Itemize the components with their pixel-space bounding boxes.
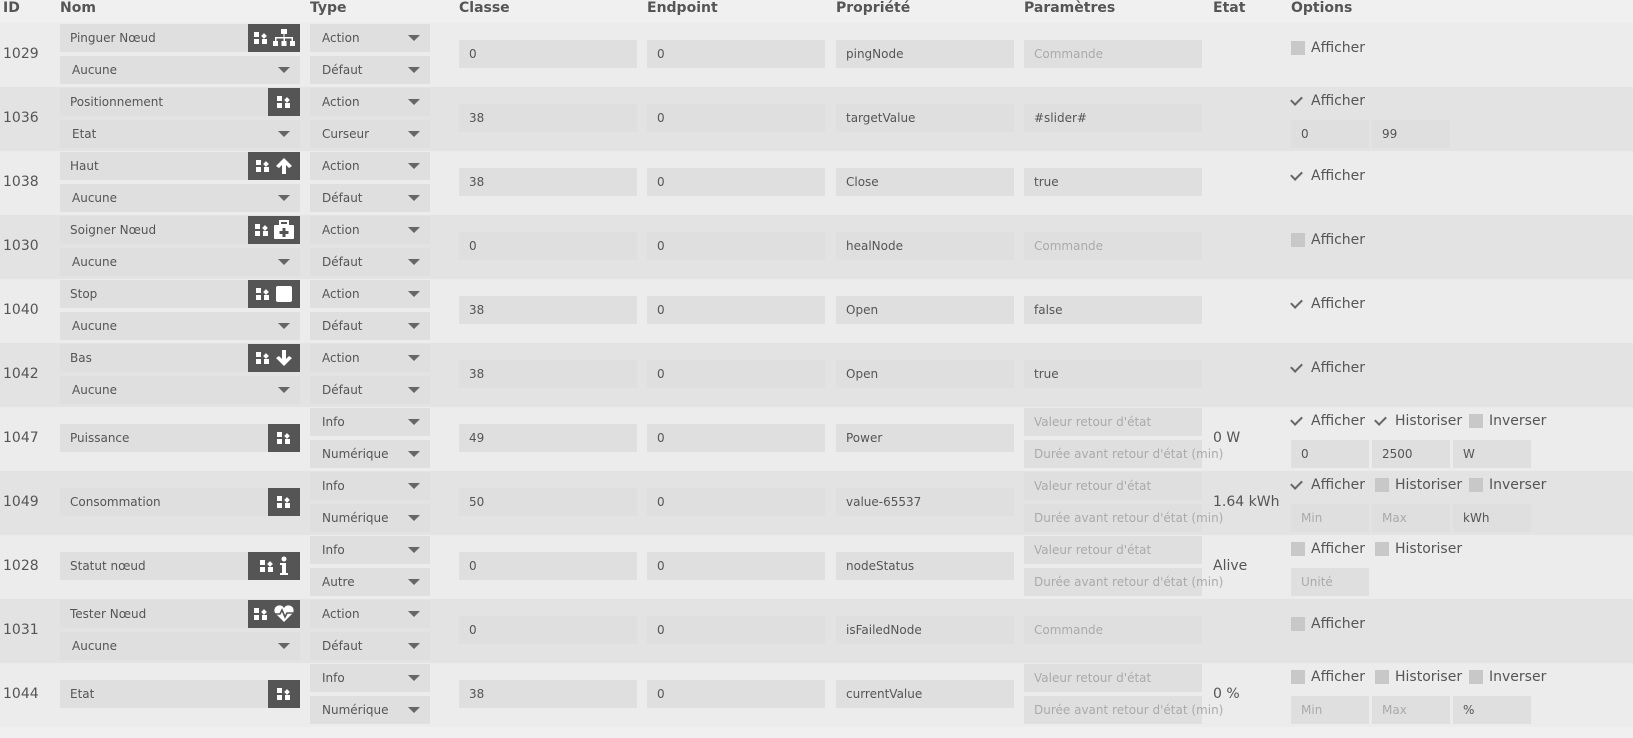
option-historiser-checkbox[interactable] [1375, 477, 1462, 493]
option-label: Afficher [1311, 669, 1366, 685]
option-historiser-checkbox[interactable] [1375, 669, 1462, 685]
chevron-down-icon [408, 323, 420, 329]
type-select[interactable] [310, 344, 430, 372]
subtype-select-value: Curseur [322, 127, 370, 141]
classe-input[interactable]: 0 [459, 552, 637, 580]
option-historiser-checkbox[interactable] [1375, 413, 1462, 429]
option-afficher-checkbox[interactable] [1291, 669, 1365, 685]
parametre-input[interactable]: Commande [1024, 232, 1202, 260]
widget-icon [255, 287, 271, 301]
option-afficher-checkbox[interactable] [1291, 541, 1365, 557]
row-id: 1047 [3, 430, 39, 446]
generic-type-select[interactable] [60, 632, 300, 660]
state-value: 0 W [1213, 430, 1241, 446]
chevron-down-icon [408, 227, 420, 233]
checked-icon [1291, 169, 1305, 183]
chevron-down-icon [408, 483, 420, 489]
table-row [0, 471, 1633, 535]
endpoint-input[interactable]: 0 [647, 616, 825, 644]
subtype-select[interactable] [310, 504, 430, 532]
header-type: Type [310, 0, 347, 16]
unchecked-box [1291, 670, 1305, 684]
propriete-input[interactable]: isFailedNode [836, 616, 1014, 644]
subtype-select-value: Autre [322, 575, 355, 589]
type-select-value: Action [322, 159, 360, 173]
classe-input[interactable]: 38 [459, 296, 637, 324]
type-select[interactable] [310, 152, 430, 180]
subtype-select-value: Défaut [322, 255, 363, 269]
propriete-input[interactable]: Open [836, 360, 1014, 388]
subtype-select[interactable] [310, 56, 430, 84]
return-delay-input[interactable]: Durée avant retour d'état (min) [1024, 440, 1202, 468]
header-etat: Etat [1213, 0, 1246, 16]
name-input[interactable] [60, 216, 300, 244]
row-id: 1049 [3, 494, 39, 510]
option-extra-input[interactable]: 2500 [1372, 440, 1450, 468]
icon-button[interactable] [248, 600, 300, 628]
option-extra-input[interactable]: kWh [1453, 504, 1531, 532]
name-input-value: Etat [70, 687, 95, 701]
chevron-down-icon [408, 67, 420, 73]
option-afficher-checkbox[interactable] [1291, 93, 1365, 109]
state-value: Alive [1213, 558, 1248, 574]
parametre-input[interactable]: true [1024, 360, 1202, 388]
name-input[interactable] [60, 424, 300, 452]
classe-input[interactable]: 0 [459, 232, 637, 260]
widget-icon [276, 95, 292, 109]
name-input-value: Pinguer Nœud [70, 31, 156, 45]
classe-input[interactable]: 0 [459, 616, 637, 644]
chevron-down-icon [408, 355, 420, 361]
name-input-value: Bas [70, 351, 92, 365]
classe-input[interactable]: 0 [459, 40, 637, 68]
option-extra-input[interactable]: 99 [1372, 120, 1450, 148]
subtype-select-value: Numérique [322, 703, 389, 717]
widget-icon [276, 687, 292, 701]
return-value-input[interactable]: Valeur retour d'état [1024, 472, 1202, 500]
type-select-value: Info [322, 479, 345, 493]
classe-input[interactable]: 38 [459, 168, 637, 196]
chevron-down-icon [408, 99, 420, 105]
unchecked-box [1291, 233, 1305, 247]
widget-icon [255, 159, 271, 173]
header-propriete: Propriété [836, 0, 911, 16]
widget-icon [255, 351, 271, 365]
row-id: 1029 [3, 46, 39, 62]
chevron-down-icon [278, 259, 290, 265]
endpoint-input[interactable]: 0 [647, 296, 825, 324]
widget-icon [276, 495, 292, 509]
option-label: Inverser [1489, 413, 1547, 429]
name-input-value: Statut nœud [70, 559, 146, 573]
chevron-down-icon [408, 259, 420, 265]
return-delay-input[interactable]: Durée avant retour d'état (min) [1024, 696, 1202, 724]
propriete-input[interactable]: pingNode [836, 40, 1014, 68]
widget-icon [254, 223, 270, 237]
chevron-down-icon [278, 387, 290, 393]
name-input-value: Soigner Nœud [70, 223, 157, 237]
checked-icon [1375, 414, 1389, 428]
generic-type-select-value: Aucune [72, 319, 118, 333]
chevron-down-icon [278, 643, 290, 649]
endpoint-input[interactable]: 0 [647, 552, 825, 580]
state-value: 0 % [1213, 686, 1240, 702]
row-id: 1036 [3, 110, 39, 126]
option-label: Afficher [1311, 360, 1366, 376]
generic-type-select-value: Aucune [72, 191, 118, 205]
generic-type-select[interactable] [60, 120, 300, 148]
propriete-input[interactable]: Open [836, 296, 1014, 324]
option-afficher-checkbox[interactable] [1291, 296, 1365, 312]
subtype-select[interactable] [310, 632, 430, 660]
chevron-down-icon [408, 675, 420, 681]
row-id: 1038 [3, 174, 39, 190]
endpoint-input[interactable]: 0 [647, 104, 825, 132]
option-label: Inverser [1489, 477, 1547, 493]
option-inverser-checkbox[interactable] [1469, 413, 1546, 429]
chevron-down-icon [408, 387, 420, 393]
parametre-input[interactable]: true [1024, 168, 1202, 196]
table-row [0, 599, 1633, 663]
widget-icon [253, 31, 269, 45]
unchecked-box [1469, 414, 1483, 428]
propriete-input[interactable]: Power [836, 424, 1014, 452]
return-delay-input[interactable]: Durée avant retour d'état (min) [1024, 504, 1202, 532]
name-input-value: Positionnement [70, 95, 164, 109]
option-afficher-checkbox[interactable] [1291, 477, 1365, 493]
option-afficher-checkbox[interactable] [1291, 40, 1365, 56]
type-select[interactable] [310, 408, 430, 436]
unchecked-box [1375, 542, 1389, 556]
type-select[interactable] [310, 24, 430, 52]
chevron-down-icon [408, 515, 420, 521]
parametre-input[interactable]: false [1024, 296, 1202, 324]
subtype-select[interactable] [310, 248, 430, 276]
generic-type-select-value: Aucune [72, 255, 118, 269]
chevron-down-icon [408, 291, 420, 297]
row-id: 1042 [3, 366, 39, 382]
parametre-input[interactable]: #slider# [1024, 104, 1202, 132]
classe-input[interactable]: 38 [459, 104, 637, 132]
table-row [0, 407, 1633, 471]
propriete-input[interactable]: targetValue [836, 104, 1014, 132]
classe-input[interactable]: 50 [459, 488, 637, 516]
name-input-value: Puissance [70, 431, 130, 445]
generic-type-select-value: Etat [72, 127, 97, 141]
icon-button[interactable] [268, 424, 300, 452]
chevron-down-icon [278, 323, 290, 329]
chevron-down-icon [408, 579, 420, 585]
name-input[interactable] [60, 552, 300, 580]
type-select-value: Action [322, 351, 360, 365]
type-select-value: Action [322, 287, 360, 301]
chevron-down-icon [408, 195, 420, 201]
option-afficher-checkbox[interactable] [1291, 360, 1365, 376]
classe-input[interactable]: 38 [459, 680, 637, 708]
propriete-input[interactable]: value-65537 [836, 488, 1014, 516]
parametre-input[interactable]: Commande [1024, 40, 1202, 68]
chevron-down-icon [408, 643, 420, 649]
table-row [0, 151, 1633, 215]
type-select-value: Info [322, 671, 345, 685]
row-id: 1028 [3, 558, 39, 574]
option-extra-input[interactable]: 0 [1291, 440, 1369, 468]
widget-icon [253, 607, 269, 621]
type-select-value: Info [322, 543, 345, 557]
option-extra-input[interactable]: Unité [1291, 568, 1369, 596]
name-input[interactable] [60, 152, 300, 180]
header-nom: Nom [60, 0, 96, 16]
option-extra-input[interactable]: Max [1372, 696, 1450, 724]
option-label: Historiser [1395, 541, 1463, 557]
arrow-up-icon [275, 157, 293, 175]
endpoint-input[interactable]: 0 [647, 488, 825, 516]
widget-icon [276, 431, 292, 445]
subtype-select-value: Défaut [322, 639, 363, 653]
sitemap-icon [273, 29, 295, 47]
icon-button[interactable] [248, 216, 300, 244]
icon-button[interactable] [268, 680, 300, 708]
chevron-down-icon [278, 195, 290, 201]
subtype-select-value: Défaut [322, 383, 363, 397]
table-row [0, 279, 1633, 343]
header-parametres: Paramètres [1024, 0, 1116, 16]
parametre-input[interactable]: Commande [1024, 616, 1202, 644]
chevron-down-icon [408, 547, 420, 553]
table-row [0, 215, 1633, 279]
widget-icon [259, 559, 275, 573]
checked-icon [1291, 478, 1305, 492]
subtype-select[interactable] [310, 184, 430, 212]
option-inverser-checkbox[interactable] [1469, 669, 1546, 685]
option-label: Afficher [1311, 541, 1366, 557]
option-afficher-checkbox[interactable] [1291, 413, 1365, 429]
table-row [0, 663, 1633, 727]
classe-input[interactable]: 49 [459, 424, 637, 452]
endpoint-input[interactable]: 0 [647, 424, 825, 452]
stop-icon [275, 285, 293, 303]
unchecked-box [1291, 542, 1305, 556]
icon-button[interactable] [248, 24, 300, 52]
chevron-down-icon [408, 451, 420, 457]
option-label: Afficher [1311, 296, 1366, 312]
row-id: 1044 [3, 686, 39, 702]
option-label: Afficher [1311, 477, 1366, 493]
subtype-select[interactable] [310, 696, 430, 724]
type-select[interactable] [310, 664, 430, 692]
arrow-down-icon [275, 349, 293, 367]
option-extra-input[interactable]: Min [1291, 504, 1369, 532]
name-input[interactable] [60, 88, 300, 116]
chevron-down-icon [408, 611, 420, 617]
table-row [0, 23, 1633, 87]
endpoint-input[interactable]: 0 [647, 360, 825, 388]
propriete-input[interactable]: currentValue [836, 680, 1014, 708]
icon-button[interactable] [268, 88, 300, 116]
name-input[interactable] [60, 600, 300, 628]
generic-type-select[interactable] [60, 376, 300, 404]
header-endpoint: Endpoint [647, 0, 718, 16]
info-icon [279, 556, 289, 576]
type-select-value: Action [322, 95, 360, 109]
name-input-value: Haut [70, 159, 99, 173]
row-id: 1030 [3, 238, 39, 254]
generic-type-select-value: Aucune [72, 63, 118, 77]
name-input-value: Tester Nœud [70, 607, 147, 621]
chevron-down-icon [278, 131, 290, 137]
checked-icon [1291, 414, 1305, 428]
unchecked-box [1375, 670, 1389, 684]
icon-button[interactable] [248, 344, 300, 372]
type-select[interactable] [310, 216, 430, 244]
option-label: Afficher [1311, 168, 1366, 184]
return-value-input[interactable]: Valeur retour d'état [1024, 664, 1202, 692]
option-historiser-checkbox[interactable] [1375, 541, 1462, 557]
name-input[interactable] [60, 680, 300, 708]
chevron-down-icon [408, 707, 420, 713]
table-row [0, 535, 1633, 599]
type-select-value: Action [322, 223, 360, 237]
return-value-input[interactable]: Valeur retour d'état [1024, 408, 1202, 436]
subtype-select-value: Numérique [322, 447, 389, 461]
name-input-value: Consommation [70, 495, 161, 509]
row-id: 1040 [3, 302, 39, 318]
option-afficher-checkbox[interactable] [1291, 616, 1365, 632]
state-value: 1.64 kWh [1213, 494, 1280, 510]
option-label: Afficher [1311, 616, 1366, 632]
return-value-input[interactable]: Valeur retour d'état [1024, 536, 1202, 564]
header-options: Options [1291, 0, 1353, 16]
chevron-down-icon [278, 67, 290, 73]
checked-icon [1291, 297, 1305, 311]
option-label: Inverser [1489, 669, 1547, 685]
name-input[interactable] [60, 24, 300, 52]
propriete-input[interactable]: healNode [836, 232, 1014, 260]
subtype-select[interactable] [310, 376, 430, 404]
option-extra-input[interactable]: % [1453, 696, 1531, 724]
option-afficher-checkbox[interactable] [1291, 232, 1365, 248]
icon-button[interactable] [268, 488, 300, 516]
name-input[interactable] [60, 344, 300, 372]
generic-type-select-value: Aucune [72, 639, 118, 653]
propriete-input[interactable]: Close [836, 168, 1014, 196]
generic-type-select-value: Aucune [72, 383, 118, 397]
subtype-select-value: Défaut [322, 191, 363, 205]
chevron-down-icon [408, 35, 420, 41]
option-label: Afficher [1311, 93, 1366, 109]
unchecked-box [1469, 478, 1483, 492]
subtype-select[interactable] [310, 120, 430, 148]
type-select-value: Info [322, 415, 345, 429]
type-select[interactable] [310, 536, 430, 564]
return-delay-input[interactable]: Durée avant retour d'état (min) [1024, 568, 1202, 596]
option-label: Afficher [1311, 40, 1366, 56]
option-afficher-checkbox[interactable] [1291, 168, 1365, 184]
type-select[interactable] [310, 600, 430, 628]
endpoint-input[interactable]: 0 [647, 168, 825, 196]
option-inverser-checkbox[interactable] [1469, 477, 1546, 493]
row-id: 1031 [3, 622, 39, 638]
endpoint-input[interactable]: 0 [647, 40, 825, 68]
checked-icon [1291, 361, 1305, 375]
option-extra-input[interactable]: Max [1372, 504, 1450, 532]
endpoint-input[interactable]: 0 [647, 680, 825, 708]
subtype-select-value: Numérique [322, 511, 389, 525]
unchecked-box [1291, 41, 1305, 55]
generic-type-select[interactable] [60, 56, 300, 84]
chevron-down-icon [408, 163, 420, 169]
heartbeat-icon [273, 605, 295, 623]
option-label: Afficher [1311, 232, 1366, 248]
type-select[interactable] [310, 88, 430, 116]
header-classe: Classe [459, 0, 510, 16]
generic-type-select[interactable] [60, 248, 300, 276]
unchecked-box [1469, 670, 1483, 684]
chevron-down-icon [408, 131, 420, 137]
option-extra-input[interactable]: W [1453, 440, 1531, 468]
subtype-select[interactable] [310, 312, 430, 340]
name-input[interactable] [60, 488, 300, 516]
generic-type-select[interactable] [60, 312, 300, 340]
name-input[interactable] [60, 280, 300, 308]
icon-button[interactable] [248, 552, 300, 580]
medkit-icon [274, 221, 294, 239]
type-select[interactable] [310, 472, 430, 500]
subtype-select[interactable] [310, 440, 430, 468]
subtype-select-value: Défaut [322, 319, 363, 333]
table-row [0, 87, 1633, 151]
generic-type-select[interactable] [60, 184, 300, 212]
classe-input[interactable]: 38 [459, 360, 637, 388]
name-input-value: Stop [70, 287, 98, 301]
checked-icon [1291, 94, 1305, 108]
option-label: Historiser [1395, 413, 1463, 429]
option-label: Afficher [1311, 413, 1366, 429]
type-select-value: Action [322, 31, 360, 45]
endpoint-input[interactable]: 0 [647, 232, 825, 260]
header-id: ID [3, 0, 20, 16]
subtype-select[interactable] [310, 568, 430, 596]
icon-button[interactable] [248, 152, 300, 180]
type-select-value: Action [322, 607, 360, 621]
unchecked-box [1291, 617, 1305, 631]
option-label: Historiser [1395, 477, 1463, 493]
option-label: Historiser [1395, 669, 1463, 685]
subtype-select-value: Défaut [322, 63, 363, 77]
type-select[interactable] [310, 280, 430, 308]
table-row [0, 343, 1633, 407]
option-extra-input[interactable]: 0 [1291, 120, 1369, 148]
unchecked-box [1375, 478, 1389, 492]
option-extra-input[interactable]: Min [1291, 696, 1369, 724]
chevron-down-icon [408, 419, 420, 425]
propriete-input[interactable]: nodeStatus [836, 552, 1014, 580]
icon-button[interactable] [248, 280, 300, 308]
